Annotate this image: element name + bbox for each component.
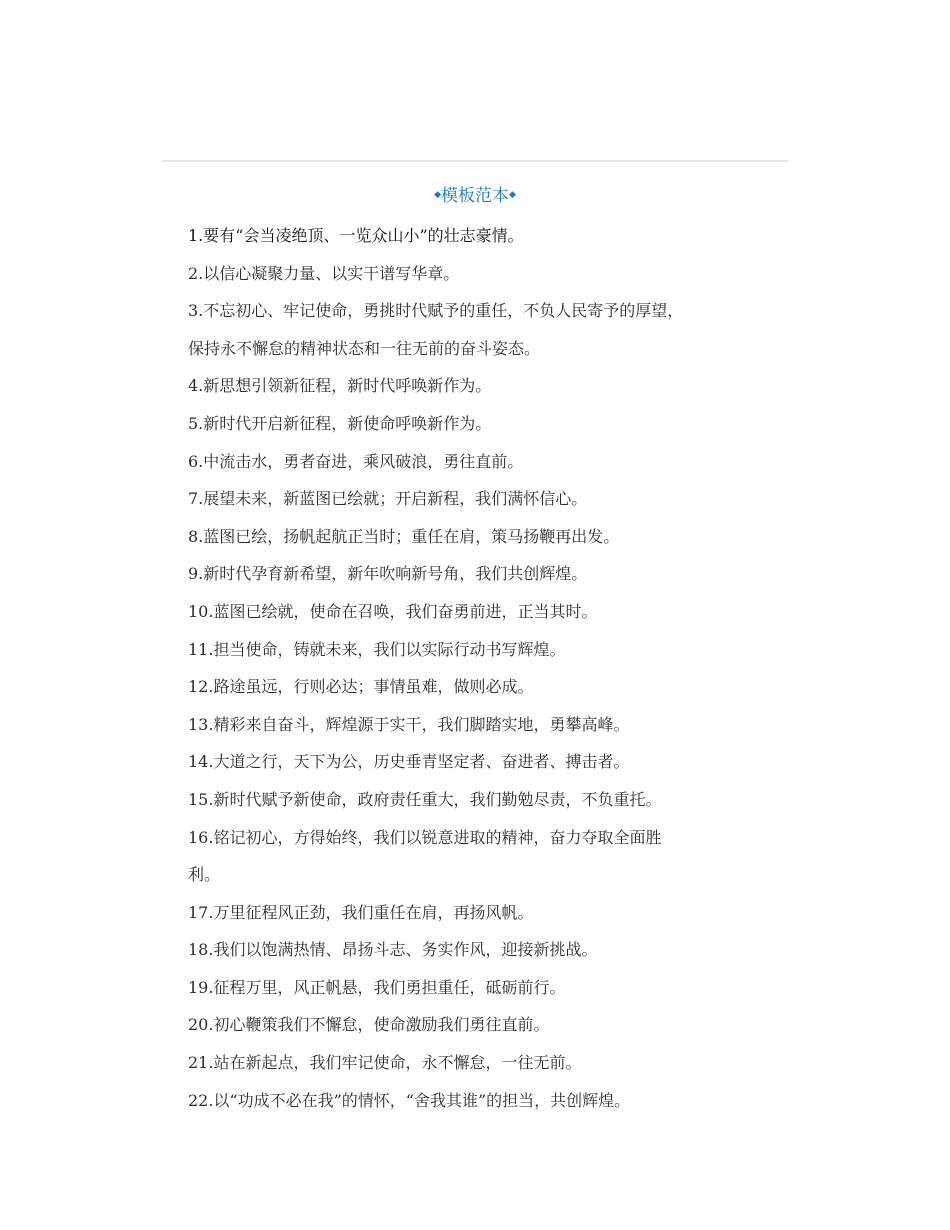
text-line: 17.万里征程风正劲，我们重任在肩，再扬风帆。 xyxy=(188,902,534,922)
text-line: 1.要有“会当凌绝顶、一览众山小”的壮志豪情。 xyxy=(188,226,524,245)
section-title-text: 模板范本 xyxy=(441,186,509,206)
header-divider xyxy=(162,160,788,162)
text-line: 9.新时代孕育新希望，新年吹响新号角，我们共创辉煌。 xyxy=(188,564,588,584)
text-line: 2.以信心凝聚力量、以实干谱写华章。 xyxy=(188,263,460,283)
text-line: 3.不忘初心、牢记使命，勇挑时代赋予的重任，不负人民寄予的厚望， xyxy=(188,301,684,321)
text-line: 22.以“功成不必在我”的情怀，“舍我其谁”的担当，共创辉煌。 xyxy=(188,1090,631,1110)
text-line: 4.新思想引领新征程，新时代呼唤新作为。 xyxy=(188,376,492,396)
diamond-icon: ◆ xyxy=(434,189,441,200)
text-line: 15.新时代赋予新使命，政府责任重大，我们勤勉尽责，不负重托。 xyxy=(188,789,662,809)
text-line: 利。 xyxy=(188,865,221,885)
text-line: 8.蓝图已绘，扬帆起航正当时；重任在肩，策马扬鞭再出发。 xyxy=(188,526,620,546)
text-line: 19.征程万里，风正帆悬，我们勇担重任，砥砺前行。 xyxy=(188,977,566,997)
text-line: 5.新时代开启新征程，新使命呼唤新作为。 xyxy=(188,413,492,433)
text-line: 6.中流击水，勇者奋进，乘风破浪，勇往直前。 xyxy=(188,451,524,471)
text-line: 12.路途虽远，行则必达；事情虽难，做则必成。 xyxy=(188,677,534,697)
text-line: 13.精彩来自奋斗，辉煌源于实干，我们脚踏实地，勇攀高峰。 xyxy=(188,714,630,734)
diamond-icon: ◆ xyxy=(509,189,516,200)
text-line: 10.蓝图已绘就，使命在召唤，我们奋勇前进，正当其时。 xyxy=(188,601,598,621)
text-line: 16.铭记初心，方得始终，我们以锐意进取的精神，奋力夺取全面胜 xyxy=(188,827,662,847)
section-title xyxy=(162,182,788,210)
text-line: 保持永不懈怠的精神状态和一往无前的奋斗姿态。 xyxy=(188,338,541,358)
text-body xyxy=(188,217,768,1119)
text-line: 7.展望未来，新蓝图已绘就；开启新程，我们满怀信心。 xyxy=(188,489,588,509)
text-line: 18.我们以饱满热情、昂扬斗志、务实作风，迎接新挑战。 xyxy=(188,940,598,960)
text-line: 14.大道之行，天下为公，历史垂青坚定者、奋进者、搏击者。 xyxy=(188,752,630,772)
text-line: 20.初心鞭策我们不懈怠，使命激励我们勇往直前。 xyxy=(188,1015,550,1035)
text-line: 21.站在新起点，我们牢记使命，永不懈怠，一往无前。 xyxy=(188,1053,582,1073)
text-line: 11.担当使命，铸就未来，我们以实际行动书写辉煌。 xyxy=(188,639,566,659)
